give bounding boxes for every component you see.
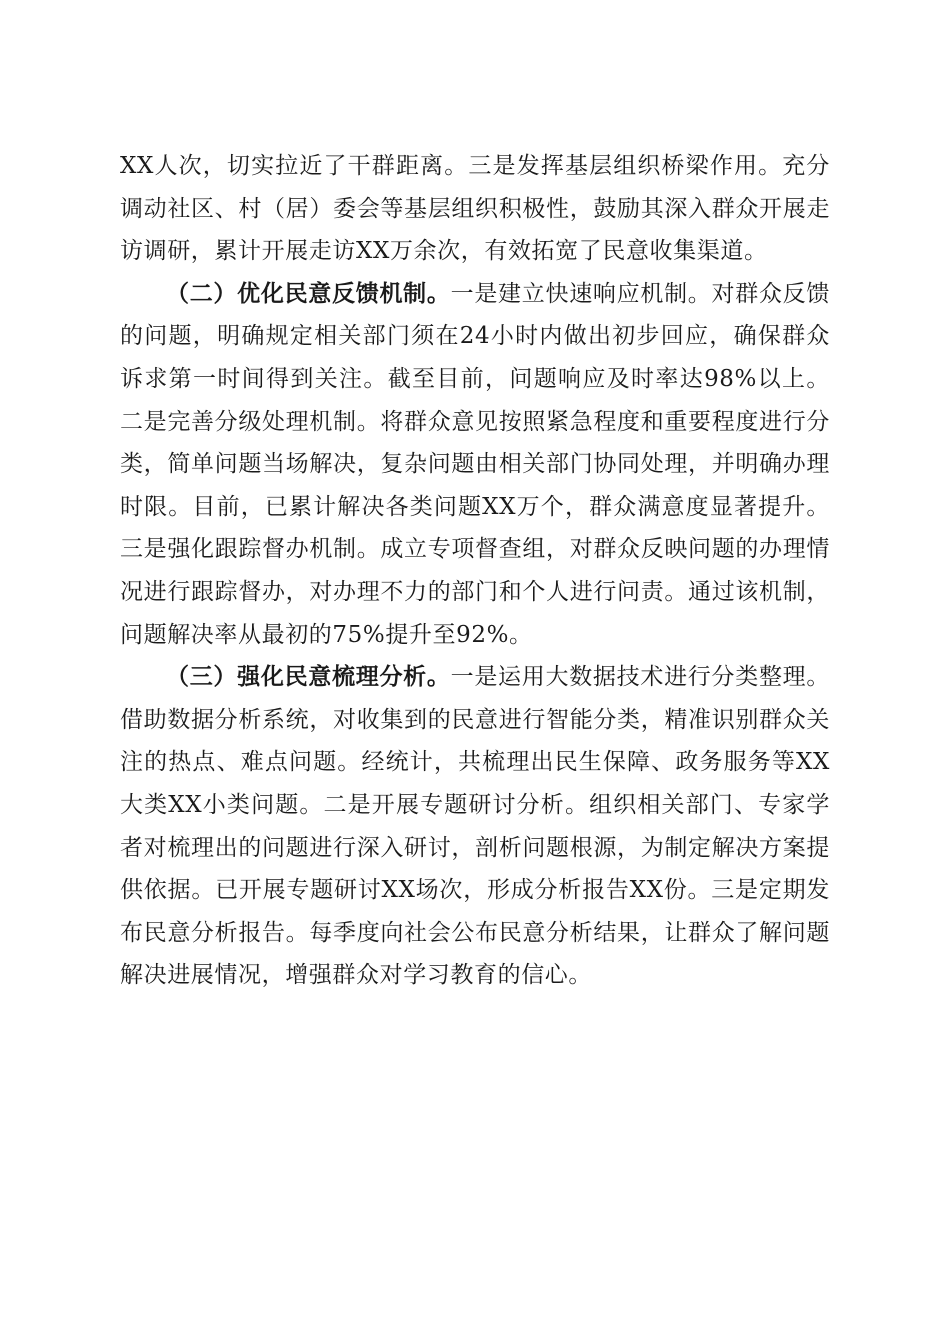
paragraph-body: 一是建立快速响应机制。对群众反馈的问题，明确规定相关部门须在24小时内做出初步回应，确保群众诉求第一时间得到关注。截至目前，问题响应及时率达98%以上。二是完善分级处理机制。将群众意见按照紧急程度和重要程度进行分类，简单问题当场解决，复杂问题由相关部门协同处理，并明确办理时限。目前，已累计解决各类问题XX万个，群众满意度显著提升。三是强化跟踪督办机制。成立专项督查组，对群众反映问题的办理情况进行跟踪督办，对办理不力的部门和个人进行问责。通过该机制，问题解决率从最初的75%提升至92%。 [120, 280, 830, 648]
paragraph-feedback-mechanism [120, 273, 830, 656]
paragraph-continuation [120, 145, 830, 273]
paragraph-analysis [120, 656, 830, 997]
section-heading: （二）优化民意反馈机制。 [166, 279, 451, 307]
document-body [120, 145, 830, 997]
paragraph-body: 一是运用大数据技术进行分类整理。借助数据分析系统，对收集到的民意进行智能分类，精准识别群众关注的热点、难点问题。经统计，共梳理出民生保障、政务服务等XX大类XX小类问题。二是开展专题研讨分析。组织相关部门、专家学者对梳理出的问题进行深入研讨，剖析问题根源，为制定解决方案提供依据。已开展专题研讨XX场次，形成分析报告XX份。三是定期发布民意分析报告。每季度向社会公布民意分析结果，让群众了解问题解决进展情况，增强群众对学习教育的信心。 [120, 664, 830, 989]
paragraph-body: XX人次，切实拉近了干群距离。三是发挥基层组织桥梁作用。充分调动社区、村（居）委会等基层组织积极性，鼓励其深入群众开展走访调研，累计开展走访XX万余次，有效拓宽了民意收集渠道。 [120, 153, 830, 265]
section-heading: （三）强化民意梳理分析。 [166, 663, 451, 691]
